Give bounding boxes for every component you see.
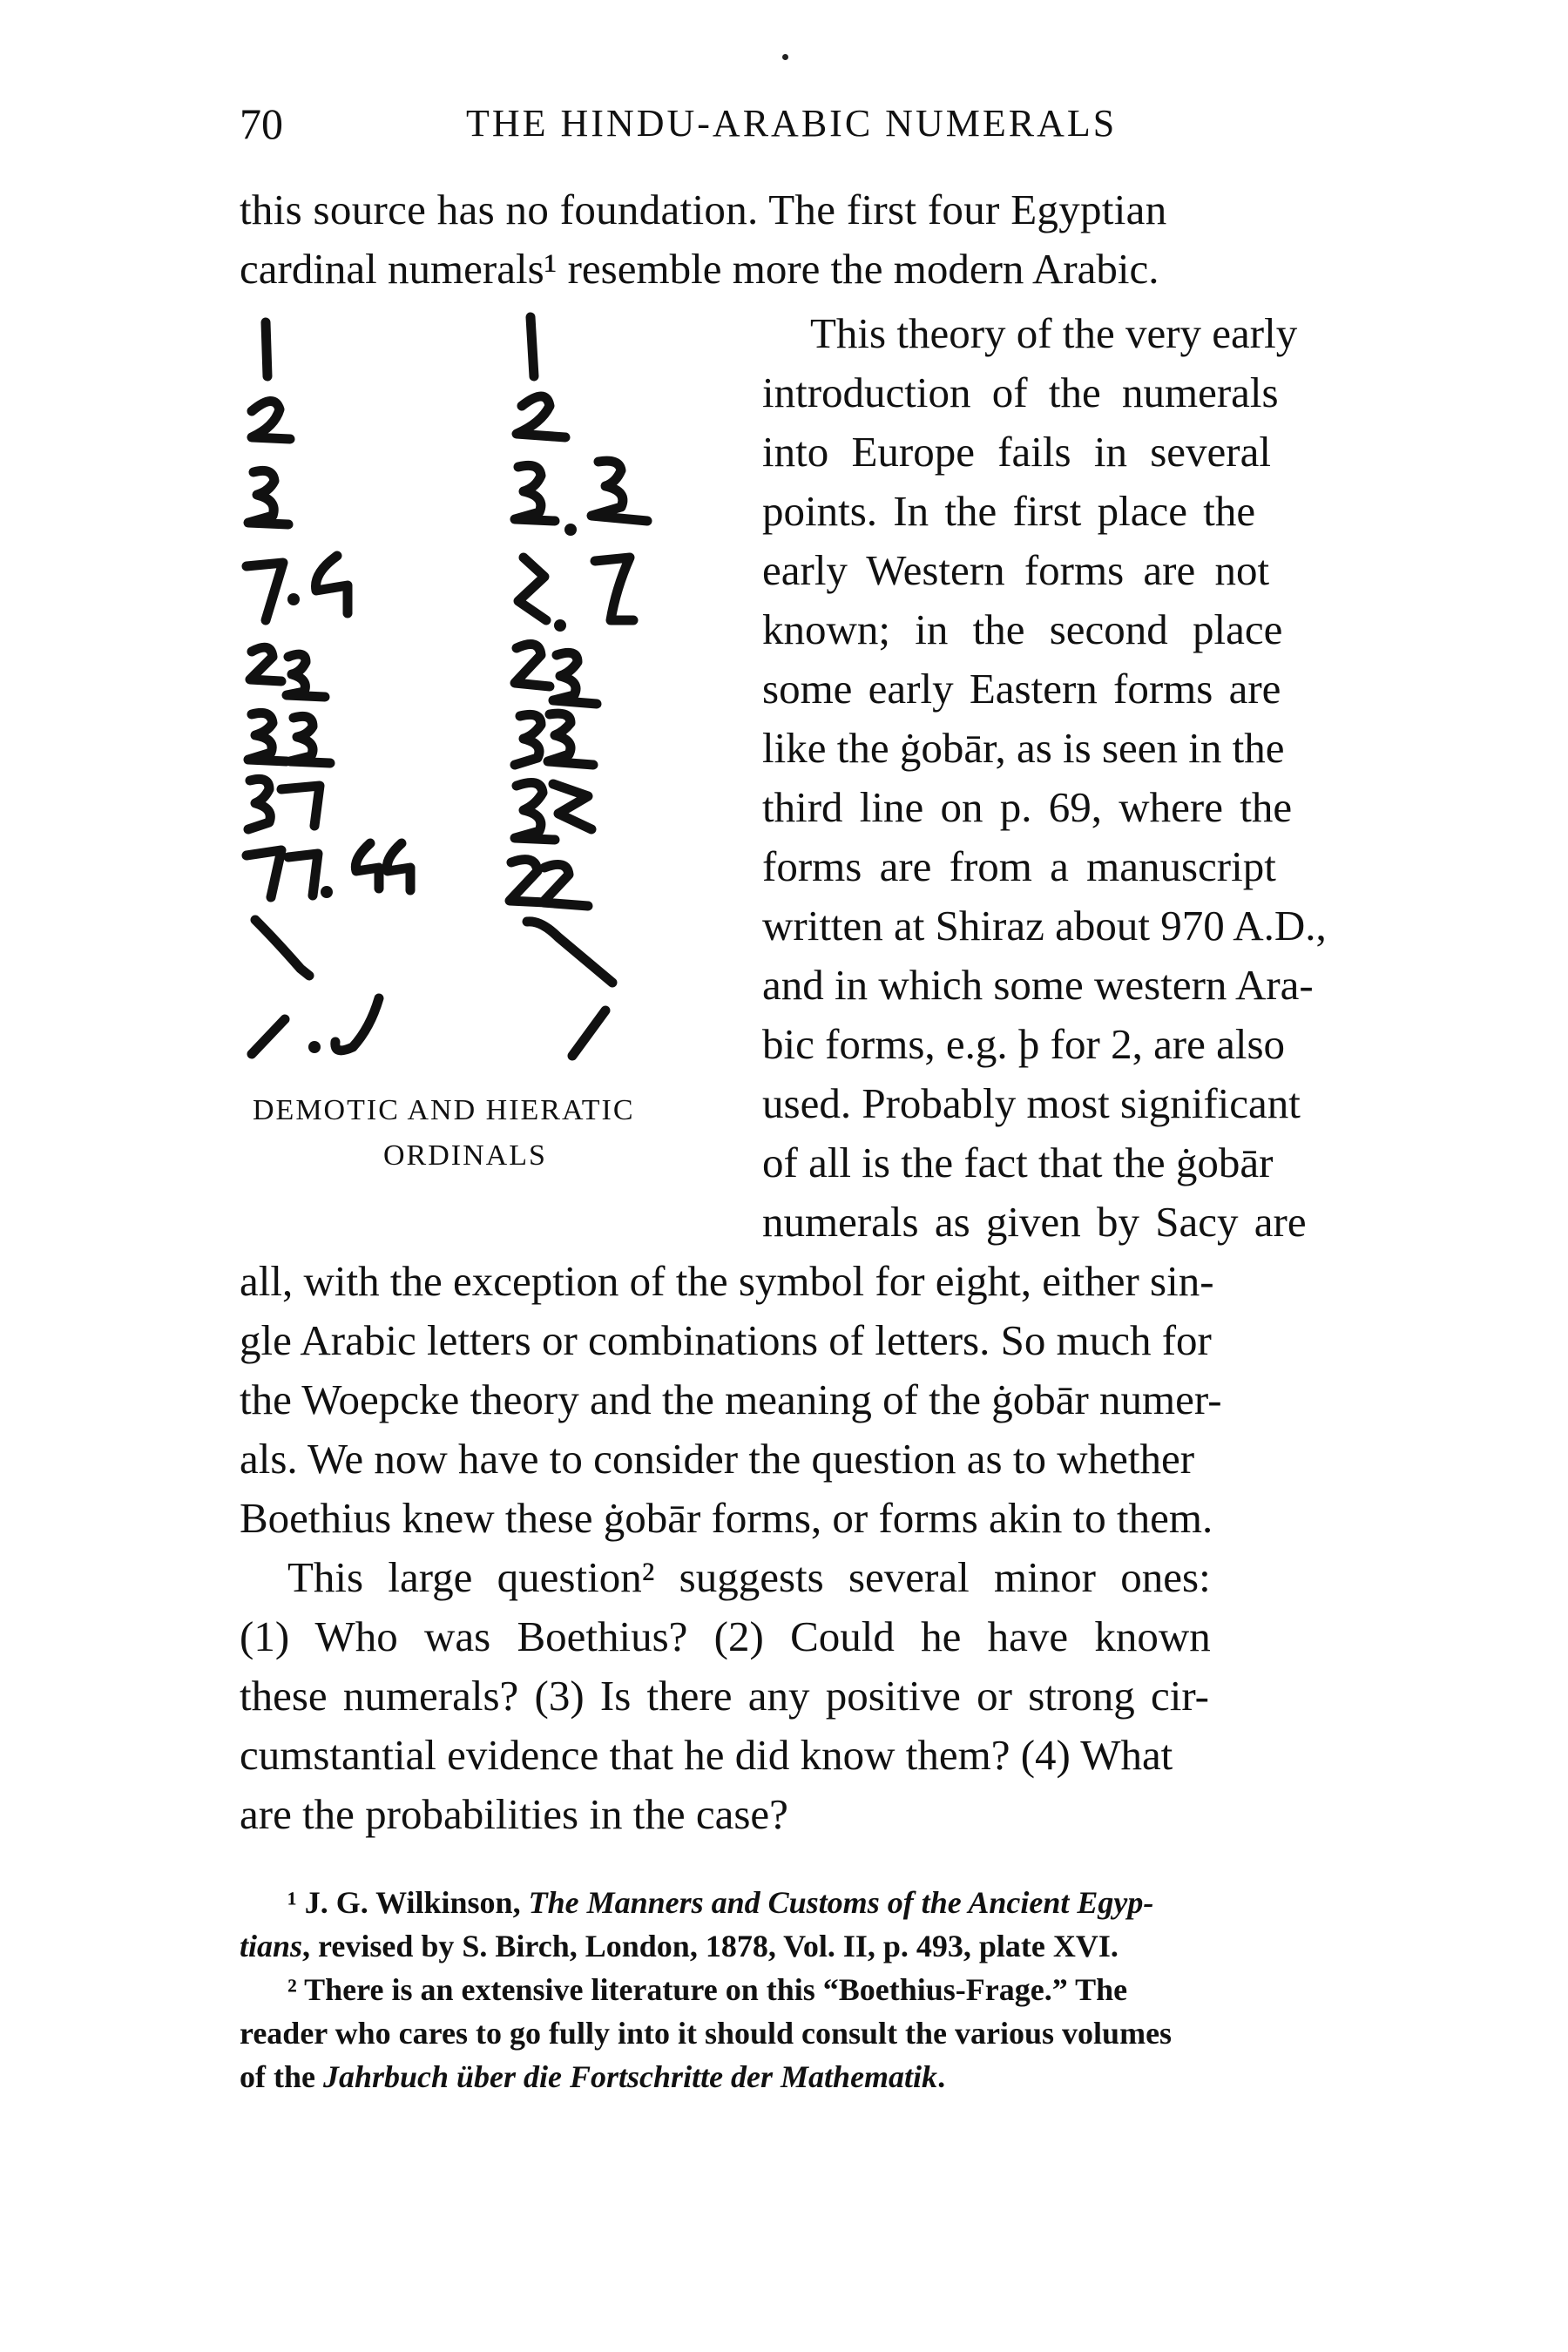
body-line: gle Arabic letters or combinations of letters. So much for <box>240 1316 1212 1364</box>
body-line: This theory of the very early <box>810 309 1298 357</box>
footnote-text: of the <box>240 2059 323 2094</box>
body-line: of all is the fact that the ġobār <box>762 1139 1274 1186</box>
footnote-2-line-1 <box>287 1970 1127 2009</box>
body-line: third line on p. 69, where the <box>762 783 1293 831</box>
demotic-two <box>252 401 290 439</box>
demotic-five <box>250 647 325 697</box>
footnote-2-line-3 <box>240 2058 945 2096</box>
body-line: these numerals? (3) Is there any positive or strong cir- <box>240 1672 1209 1720</box>
body-line: cumstantial evidence that he did know them? (4) What <box>240 1731 1173 1779</box>
body-line: numerals as given by Sacy are <box>762 1198 1307 1246</box>
footnote-1-line-2 <box>240 1927 1119 1965</box>
demotic-ten <box>252 998 379 1054</box>
body-line: (1) Who was Boethius? (2) Could he have known <box>240 1612 1211 1660</box>
footnote-citation-title: tians <box>240 1929 303 1963</box>
hieratic-seven <box>515 782 591 840</box>
body-line: written at Shiraz about 970 A.D., <box>762 902 1327 950</box>
footnote-text: . <box>937 2059 946 2094</box>
numeral-forms-figure <box>240 296 727 1220</box>
hieratic-eight <box>510 860 588 906</box>
page-header <box>240 98 1389 150</box>
body-line: early Western forms are not <box>762 546 1270 594</box>
footnote-1-line-1 <box>287 1883 1153 1922</box>
demotic-seven <box>248 779 320 829</box>
page-number: 70 <box>240 99 283 148</box>
footnote-text: , revised by S. Birch, London, 1878, Vol. II, p. 493, plate XVI. <box>302 1929 1119 1963</box>
footnote-2-line-2 <box>240 2014 1172 2052</box>
hieratic-three <box>515 461 647 536</box>
figure-caption-line2 <box>383 1139 547 1173</box>
hieratic-six <box>515 713 593 765</box>
hieratic-two <box>517 396 565 437</box>
body-line: cardinal numerals¹ resemble more the modern Arabic. <box>240 245 1159 293</box>
body-line: into Europe fails in several <box>762 428 1271 476</box>
body-line: this source has no foundation. The first four Egyptian <box>240 186 1167 233</box>
hieratic-nine <box>527 922 612 983</box>
body-line: als. We now have to consider the question as to whether <box>240 1435 1195 1483</box>
body-line: introduction of the numerals <box>762 368 1279 416</box>
body-line: all, with the exception of the symbol for eight, either sin- <box>240 1257 1214 1305</box>
hieratic-four <box>518 558 633 632</box>
footnote-citation-title: Jahrbuch über die Fortschritte der Mathematik <box>322 2059 938 2094</box>
body-line: the Woepcke theory and the meaning of the ġobār numer- <box>240 1375 1222 1423</box>
body-line: points. In the first place the <box>762 487 1256 535</box>
demotic-four <box>247 556 348 620</box>
footnote-text: ¹ J. G. Wilkinson, <box>287 1885 529 1920</box>
hieratic-ten <box>572 1010 605 1056</box>
footnote-text: reader who cares to go fully into it should consult the various volumes <box>240 2016 1173 2051</box>
footnote-citation-title: The Manners and Customs of the Ancient Egyp- <box>528 1885 1154 1920</box>
hieratic-five <box>515 645 597 705</box>
body-line: bic forms, e.g. ϸ for 2, are also <box>762 1020 1286 1068</box>
body-line: forms are from a manuscript <box>762 842 1276 890</box>
figure-caption-text: ORDINALS <box>383 1139 547 1172</box>
demotic-nine <box>255 920 309 976</box>
footnote-text: ² There is an extensive literature on this “Boethius-Frage.” The <box>287 1972 1128 2007</box>
scan-speck <box>782 54 788 60</box>
figure-caption-line1 <box>253 1094 635 1127</box>
demotic-eight <box>247 843 410 898</box>
body-line: and in which some western Ara- <box>762 961 1314 1009</box>
demotic-one <box>266 322 267 376</box>
demotic-three <box>248 470 288 524</box>
figure-caption-text: DEMOTIC AND HIERATIC <box>253 1094 635 1126</box>
body-line: used. Probably most significant <box>762 1079 1301 1127</box>
demotic-six <box>248 713 330 763</box>
hieratic-one <box>531 317 534 376</box>
numeral-forms-drawing <box>240 296 727 1220</box>
body-line: Boethius knew these ġobār forms, or forms akin to them. <box>240 1494 1213 1542</box>
running-title: THE HINDU-ARABIC NUMERALS <box>466 102 1118 145</box>
body-line: are the probabilities in the case? <box>240 1790 788 1838</box>
body-line: This large question² suggests several minor ones: <box>287 1553 1211 1601</box>
body-line: known; in the second place <box>762 605 1283 653</box>
body-line: some early Eastern forms are <box>762 665 1281 713</box>
body-line: like the ġobār, as is seen in the <box>762 724 1285 772</box>
